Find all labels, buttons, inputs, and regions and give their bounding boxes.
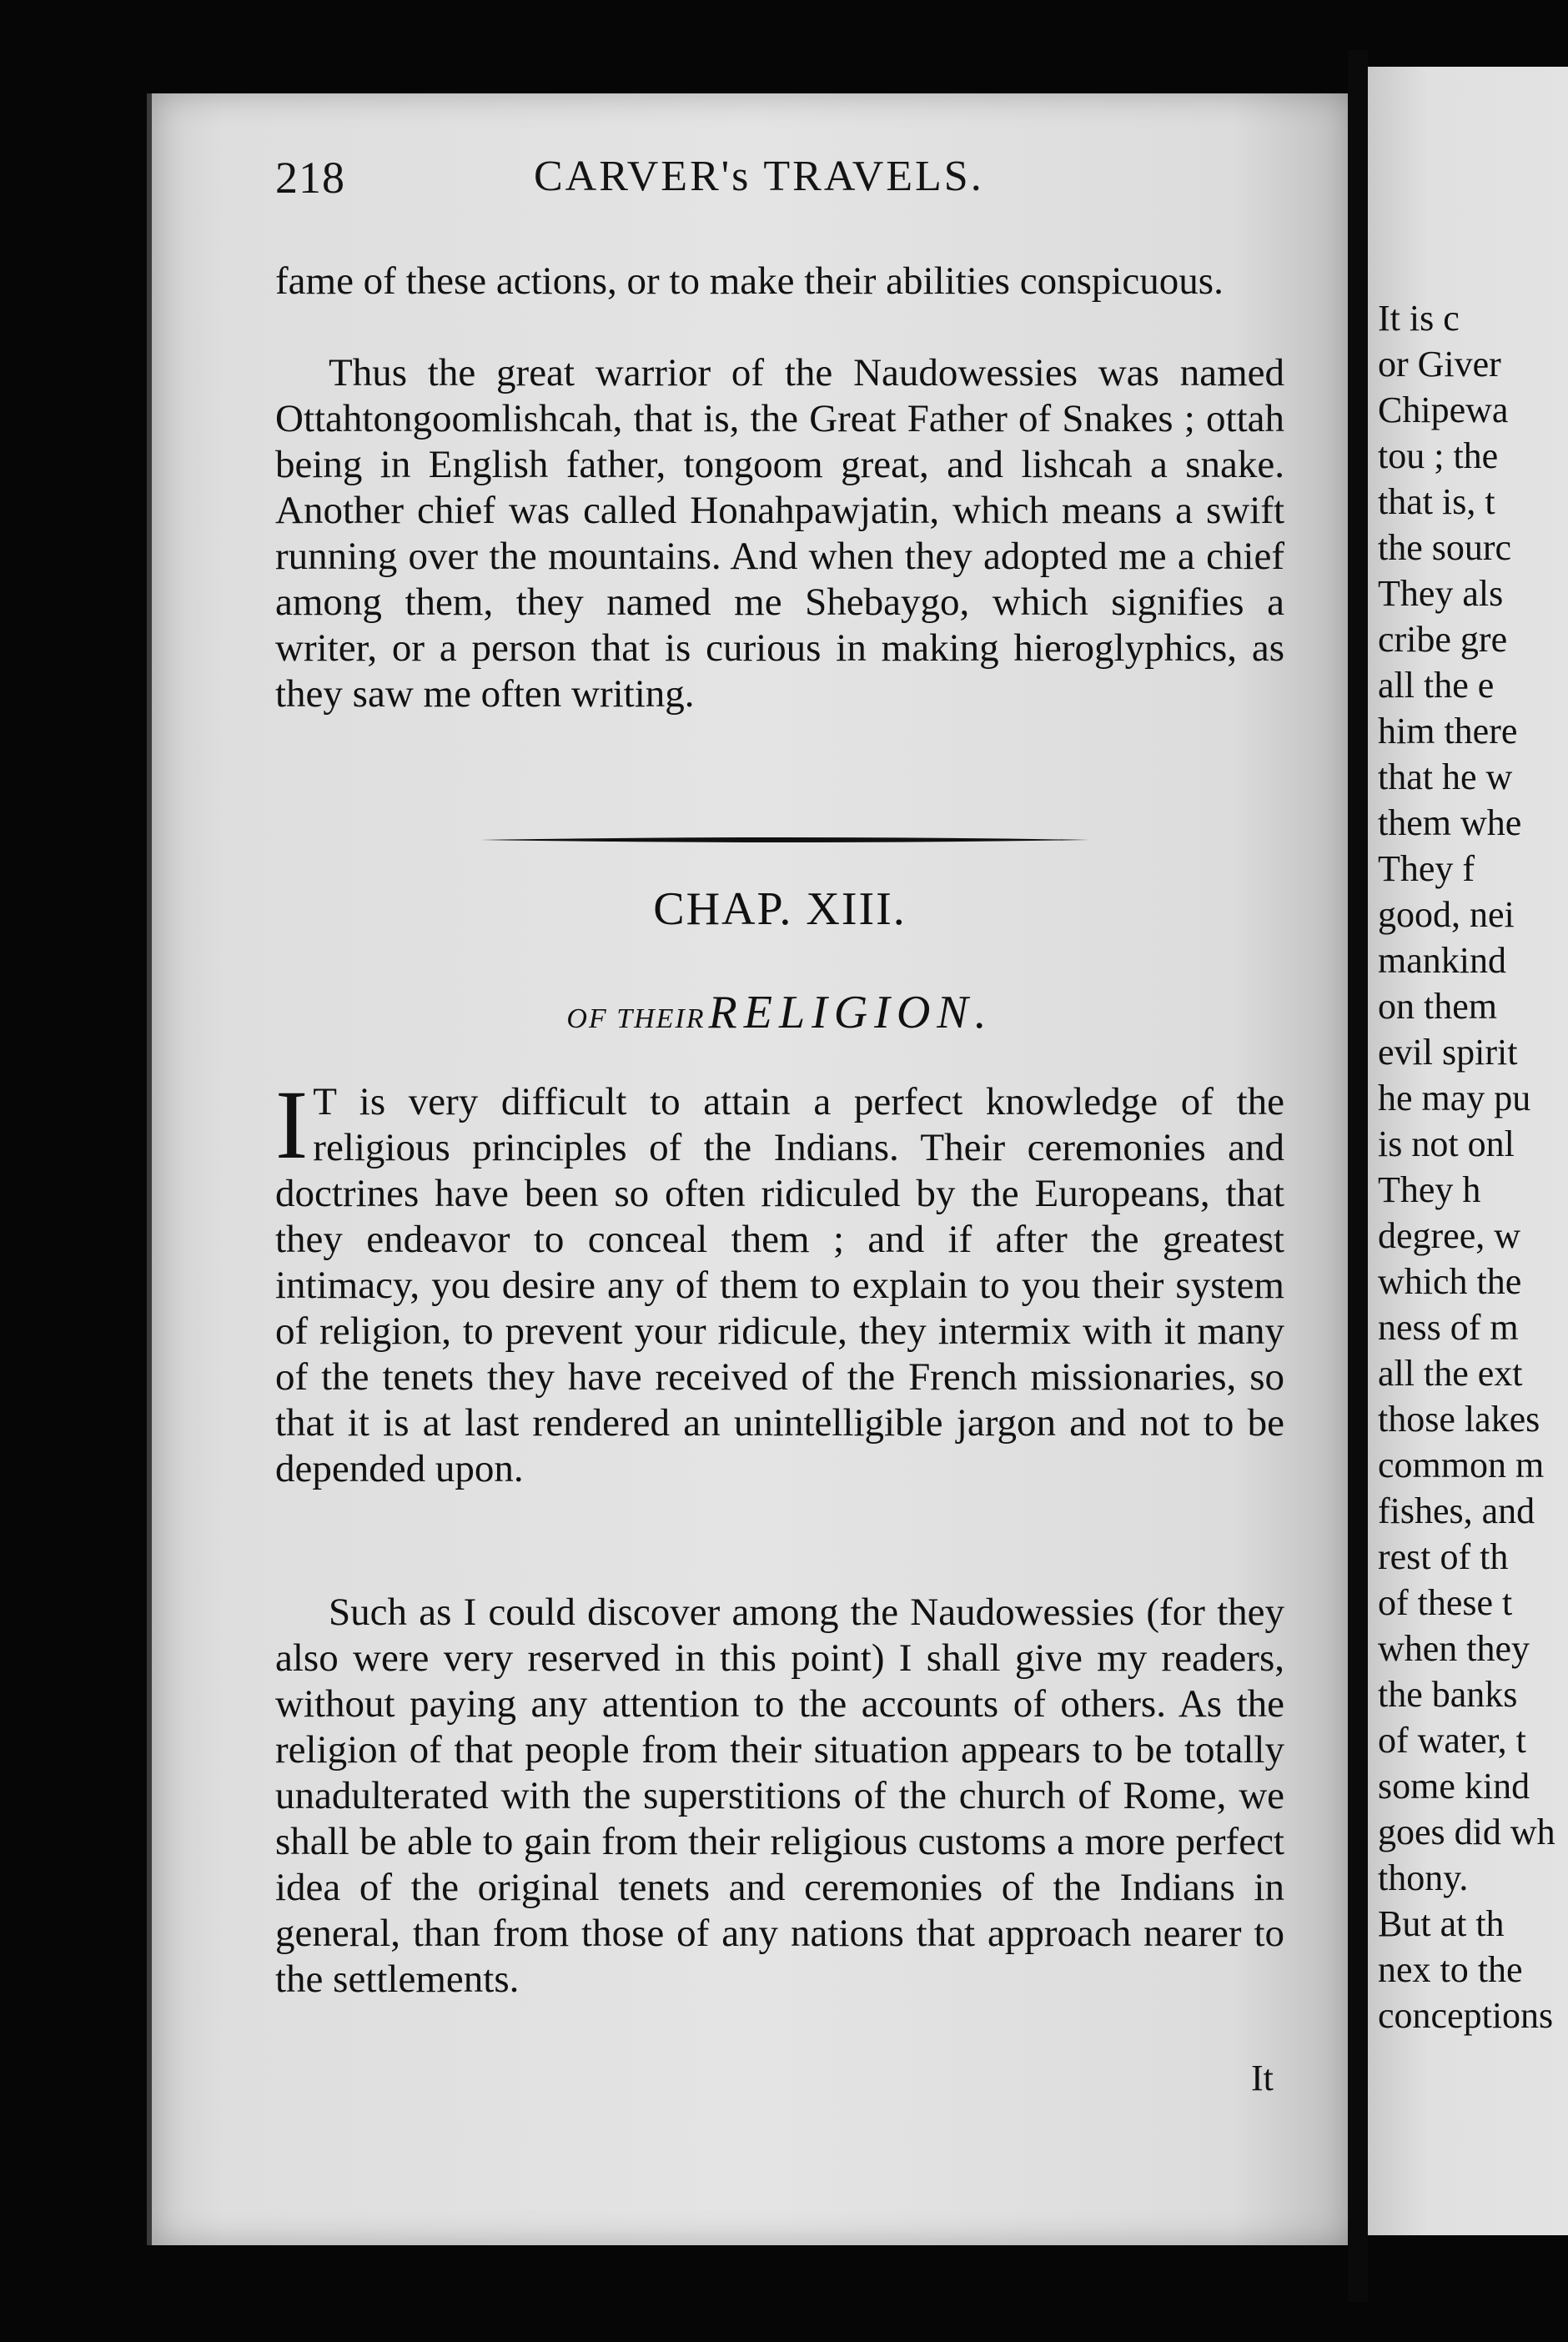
facing-line: good, nei — [1378, 894, 1515, 935]
paragraph-names: Thus the great warrior of the Naudowessies was named Ottahtongoomlishcah, that is, the Great Father of Snakes ; ottah being in English father, tongoom great, and lishcah a snake. Another chief was called Honahpawjatin, which means a swift running over the mountains. And when they adopted me a chief among them, they named me Shebaygo, which signifies a writer, or a person that is curious in making hieroglyphics, as they saw me often writing. — [275, 351, 1284, 716]
chapter-subtitle-prefix: OF THEIR — [566, 1003, 706, 1034]
facing-line: conceptions — [1378, 1995, 1554, 2036]
paragraph-naudowessies: Such as I could discover among the Naudowessies (for they also were very reserved in this point) I shall give my readers, without paying any attention to the accounts of others. As the religion of that people from their situation appears to be totally unadulterated with the superstitions of the church of Rome, we shall be able to gain from their religious customs a more perfect idea of the original tenets and ceremonies of the Indians in general, than from those of any nations that approach nearer to the settlements. — [275, 1591, 1284, 2001]
facing-line: them whe — [1378, 802, 1522, 843]
facing-line: degree, w — [1378, 1215, 1521, 1256]
facing-line: They h — [1378, 1169, 1481, 1210]
facing-line: mankind — [1378, 940, 1506, 981]
running-head — [275, 152, 1293, 219]
facing-line: common m — [1378, 1445, 1545, 1485]
facing-line: They als — [1378, 573, 1504, 614]
drop-cap: I — [275, 1070, 309, 1179]
facing-line: when they — [1378, 1628, 1530, 1669]
facing-line: of water, t — [1378, 1720, 1526, 1761]
facing-line: the banks — [1378, 1674, 1518, 1715]
facing-line: nex to the — [1378, 1949, 1523, 1990]
facing-line: some kind — [1378, 1766, 1530, 1807]
facing-line: evil spirit — [1378, 1032, 1518, 1073]
facing-line: tou ; the — [1378, 435, 1499, 476]
page-number: 218 — [275, 153, 345, 203]
facing-line: It is c — [1378, 298, 1460, 339]
paragraph-religion-intro — [275, 1070, 1284, 1492]
facing-line: which the — [1378, 1261, 1522, 1302]
facing-line: cribe gre — [1378, 619, 1508, 660]
paragraph-religion-intro-text: T is very difficult to attain a perfect knowledge of the religious principles of the Indians. Their ceremonies and doctrines have been so often ridiculed by the Europeans, that they endeavor to conceal them ; and if after the greatest intimacy, you desire any of them to explain to you their system of religion, to prevent your ridicule, they intermix with it many of the tenets they have received of the French missionaries, so that it is at last rendered an unintelligible jargon and not to be depended upon. — [275, 1080, 1284, 1490]
book-gutter — [1348, 50, 1368, 2302]
chapter-subtitle — [275, 986, 1284, 1039]
facing-line: is not onl — [1378, 1123, 1515, 1164]
facing-line: or Giver — [1378, 344, 1501, 384]
facing-line: But at th — [1378, 1903, 1505, 1944]
facing-line: that he w — [1378, 756, 1513, 797]
facing-line: all the ext — [1378, 1353, 1523, 1394]
facing-line: the sourc — [1378, 527, 1512, 568]
facing-line: that is, t — [1378, 481, 1495, 522]
facing-line: rest of th — [1378, 1536, 1509, 1577]
chapter-heading: CHAP. XIII. — [653, 883, 907, 935]
facing-line: he may pu — [1378, 1078, 1531, 1118]
facing-line: fishes, and — [1378, 1490, 1535, 1531]
catchword: It — [1251, 2058, 1274, 2098]
facing-line: him there — [1378, 711, 1518, 751]
facing-line: ness of m — [1378, 1307, 1519, 1348]
facing-line: thony. — [1378, 1857, 1469, 1898]
running-title: CARVER's TRAVELS. — [534, 153, 984, 200]
facing-line: those lakes — [1378, 1399, 1540, 1440]
facing-line: They f — [1378, 848, 1475, 889]
paragraph-continued: fame of these actions, or to make their abilities conspicuous. — [275, 259, 1224, 303]
section-rule — [480, 836, 1089, 844]
facing-line: of these t — [1378, 1582, 1513, 1623]
facing-line: goes did wh — [1378, 1812, 1555, 1852]
facing-line: Chipewa — [1378, 389, 1509, 430]
chapter-subtitle-main: RELIGION. — [708, 987, 993, 1038]
facing-line: all the e — [1378, 665, 1495, 706]
facing-line: on them — [1378, 986, 1497, 1027]
facing-page-text — [1378, 295, 1568, 2038]
